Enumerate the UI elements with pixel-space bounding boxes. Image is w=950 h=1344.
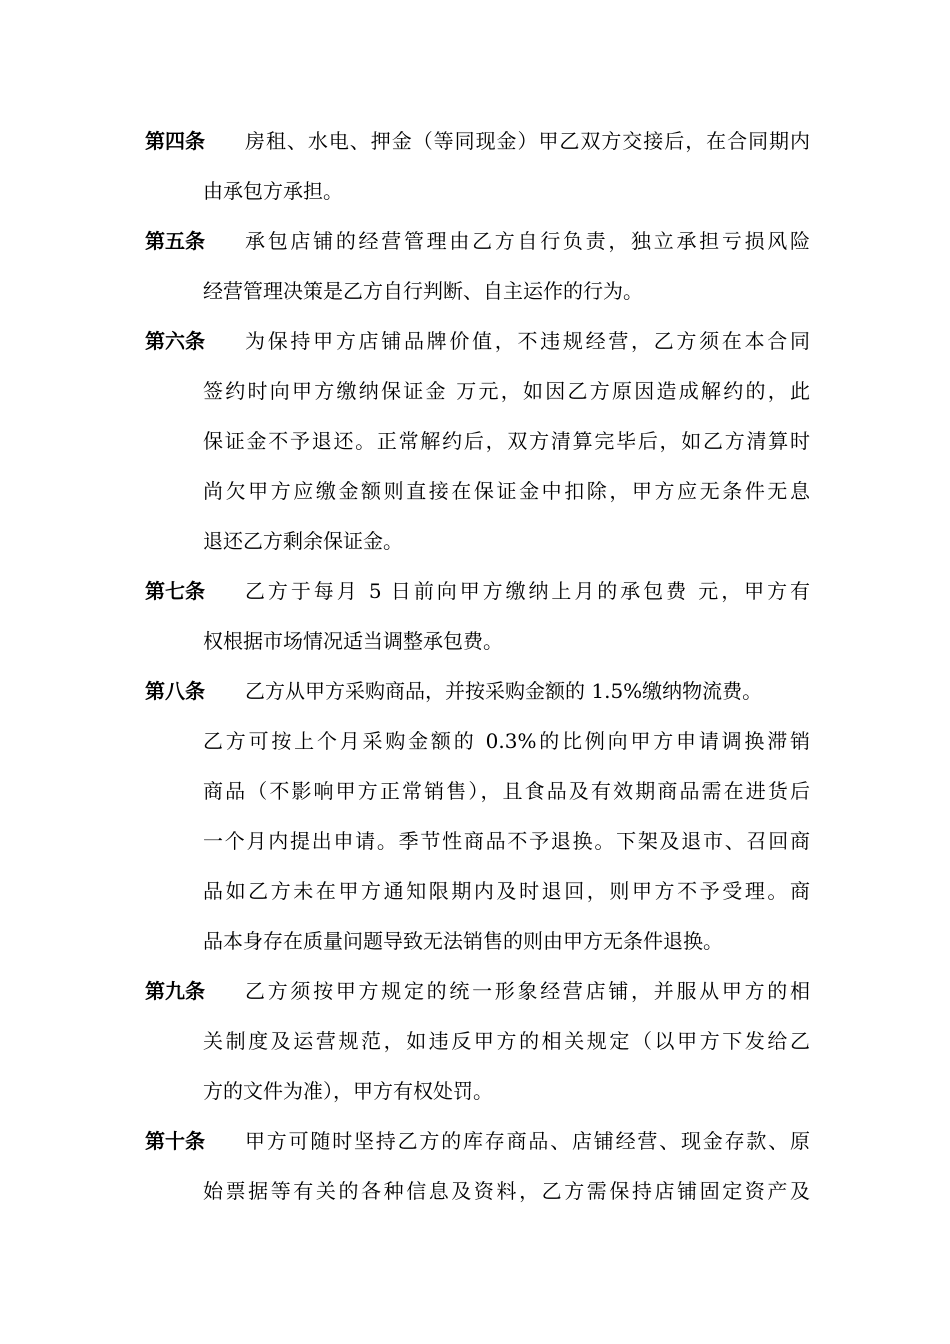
article-number: 第七条 (145, 579, 205, 603)
article-text-line: 保证金不予退还。正常解约后，双方清算完毕后，如乙方清算时 (203, 429, 810, 453)
article-text-line: 甲方可随时坚持乙方的库存商品、店铺经营、现金存款、原 (245, 1129, 810, 1153)
article-number: 第九条 (145, 979, 205, 1003)
article-text-line: 品如乙方未在甲方通知限期内及时退回，则甲方不予受理。商 (203, 879, 810, 903)
article-number: 第五条 (145, 229, 205, 253)
article-number: 第八条 (145, 679, 205, 703)
article-text-line: 品本身存在质量问题导致无法销售的则由甲方无条件退换。 (203, 929, 723, 953)
article-text-line: 始票据等有关的各种信息及资料，乙方需保持店铺固定资产及 (203, 1179, 810, 1203)
article-text-line: 退还乙方剩余保证金。 (203, 529, 403, 553)
article-text-line: 乙方从甲方采购商品，并按采购金额的 1.5%缴纳物流费。 (245, 679, 763, 703)
article-text-line: 经营管理决策是乙方自行判断、自主运作的行为。 (203, 279, 643, 303)
article-number: 第四条 (145, 129, 205, 153)
article-number: 第六条 (145, 329, 205, 353)
article-number: 第十条 (145, 1129, 205, 1153)
article-text-line: 乙方须按甲方规定的统一形象经营店铺，并服从甲方的相 (245, 979, 810, 1003)
article-text-line: 关制度及运营规范，如违反甲方的相关规定（以甲方下发给乙 (203, 1029, 810, 1053)
article-text-line: 权根据市场情况适当调整承包费。 (203, 629, 503, 653)
article-text-line: 承包店铺的经营管理由乙方自行负责，独立承担亏损风险 (245, 229, 810, 253)
article-text-line: 乙方可按上个月采购金额的 0.3%的比例向甲方申请调换滞销 (203, 729, 810, 753)
article-text-line: 商品（不影响甲方正常销售），且食品及有效期商品需在进货后 (203, 779, 810, 803)
article-text-line: 方的文件为准），甲方有权处罚。 (203, 1079, 493, 1103)
article-text-line: 房租、水电、押金（等同现金）甲乙双方交接后，在合同期内 (245, 129, 810, 153)
article-text-line: 为保持甲方店铺品牌价值，不违规经营，乙方须在本合同 (245, 329, 810, 353)
article-text-line: 由承包方承担。 (203, 179, 343, 203)
article-text-line: 一个月内提出申请。季节性商品不予退换。下架及退市、召回商 (203, 829, 810, 853)
article-text-line: 签约时向甲方缴纳保证金 万元，如因乙方原因造成解约的，此 (203, 379, 810, 403)
article-text-line: 乙方于每月 5 日前向甲方缴纳上月的承包费 元，甲方有 (245, 579, 810, 603)
article-text-line: 尚欠甲方应缴金额则直接在保证金中扣除，甲方应无条件无息 (203, 479, 810, 503)
